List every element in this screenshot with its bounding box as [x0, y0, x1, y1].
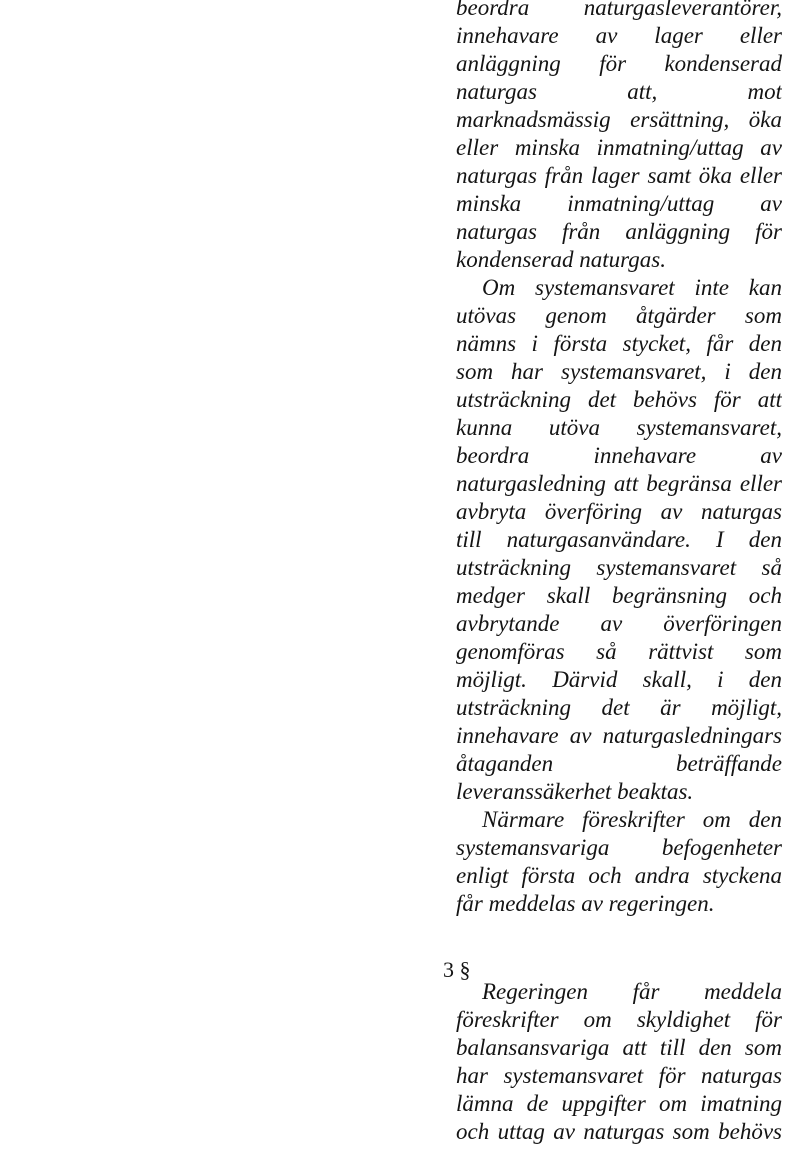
paragraph-continued [456, 0, 782, 274]
text-line: får meddelas av regeringen. [456, 891, 715, 916]
text-line: möjligt. Därvid skall, i den [456, 667, 782, 692]
text-line: medger skall begränsning och [456, 583, 782, 608]
text-line: till naturgasanvändare. I den [456, 527, 782, 552]
text-line: naturgasledning att begränsa eller [456, 471, 782, 496]
text-column-lower [456, 978, 782, 1146]
text-line: minska inmatning/uttag av [456, 191, 782, 216]
text-line: beordra naturgasleverantörer, [456, 0, 782, 20]
text-line: utövas genom åtgärder som [456, 303, 782, 328]
text-line: har systemansvaret för naturgas [456, 1063, 782, 1088]
text-column-upper [456, 0, 782, 918]
paragraph-system-responsibility [456, 274, 782, 806]
text-line: beordra innehavare av [456, 443, 782, 468]
text-line: föreskrifter om skyldighet för [456, 1007, 782, 1032]
text-line: utsträckning det behövs för att [456, 387, 782, 412]
text-line: och uttag av naturgas som behövs [456, 1119, 782, 1144]
text-line: enligt första och andra styckena [456, 863, 782, 888]
text-line: eller minska inmatning/uttag av [456, 135, 782, 160]
text-line: leveranssäkerhet beaktas. [456, 779, 694, 804]
text-line: som har systemansvaret, i den [456, 359, 782, 384]
text-line: naturgas att, mot [456, 79, 782, 104]
text-line: innehavare av naturgasledningars [456, 723, 782, 748]
text-line: åtaganden beträffande [456, 751, 782, 776]
text-line: systemansvariga befogenheter [456, 835, 782, 860]
text-line: innehavare av lager eller [456, 23, 782, 48]
text-line: kunna utöva systemansvaret, [456, 415, 782, 440]
text-line: utsträckning det är möjligt, [456, 695, 782, 720]
text-line: balansansvariga att till den som [456, 1035, 782, 1060]
text-line: marknadsmässig ersättning, öka [456, 107, 782, 132]
text-line: kondenserad naturgas. [456, 247, 666, 272]
text-line: Regeringen får meddela [482, 979, 782, 1004]
text-line: nämns i första stycket, får den [456, 331, 782, 356]
paragraph-section-3 [456, 978, 782, 1146]
text-line: naturgas från lager samt öka eller [456, 163, 782, 188]
section-heading: 3 § [443, 957, 471, 982]
text-line: naturgas från anläggning för [456, 219, 782, 244]
text-line: avbrytande av överföringen [456, 611, 782, 636]
text-line: Om systemansvaret inte kan [482, 275, 782, 300]
text-line: avbryta överföring av naturgas [456, 499, 782, 524]
paragraph-further-regulations [456, 806, 782, 918]
text-line: utsträckning systemansvaret så [456, 555, 782, 580]
text-line: genomföras så rättvist som [456, 639, 782, 664]
text-line: lämna de uppgifter om imatning [456, 1091, 782, 1116]
text-line: Närmare föreskrifter om den [482, 807, 782, 832]
text-line: anläggning för kondenserad [456, 51, 782, 76]
